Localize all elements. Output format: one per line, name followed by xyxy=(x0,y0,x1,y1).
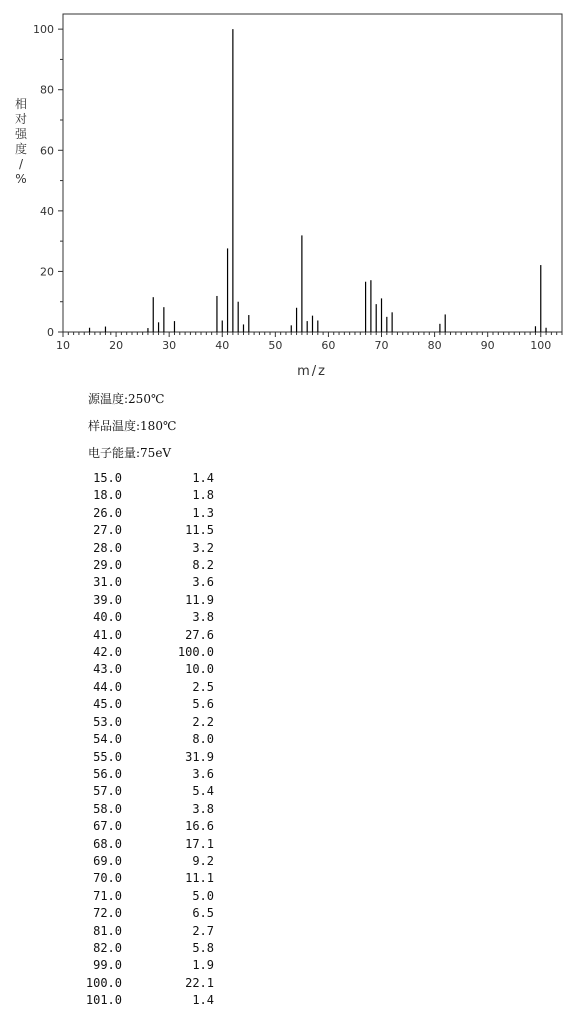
table-row xyxy=(60,557,214,574)
mz-cell: 26.0 xyxy=(93,505,122,520)
table-row xyxy=(60,661,214,678)
table-row xyxy=(60,783,214,800)
intensity-cell: 3.6 xyxy=(192,766,214,781)
table-row xyxy=(60,592,214,609)
mz-cell: 99.0 xyxy=(93,958,122,973)
table-row xyxy=(60,522,214,539)
mz-cell: 43.0 xyxy=(93,662,122,677)
x-tick-label: 90 xyxy=(480,339,495,352)
mz-cell: 53.0 xyxy=(93,714,122,729)
mz-cell: 44.0 xyxy=(93,679,122,694)
intensity-cell: 5.0 xyxy=(192,888,214,903)
table-row xyxy=(60,836,214,853)
y-tick-label: 40 xyxy=(40,204,54,218)
intensity-cell: 11.1 xyxy=(185,871,214,886)
mz-cell: 54.0 xyxy=(93,732,122,747)
mz-cell: 31.0 xyxy=(93,575,122,590)
mz-cell: 69.0 xyxy=(93,853,122,868)
x-tick-label: 70 xyxy=(374,339,389,352)
mz-cell: 40.0 xyxy=(93,610,122,625)
mz-cell: 27.0 xyxy=(93,523,122,538)
mz-cell: 18.0 xyxy=(93,488,122,503)
mz-cell: 100.0 xyxy=(85,975,122,990)
intensity-cell: 5.6 xyxy=(192,697,214,712)
intensity-cell: 17.1 xyxy=(185,836,214,851)
table-row xyxy=(60,731,214,748)
intensity-cell: 100.0 xyxy=(177,645,214,660)
mz-cell: 41.0 xyxy=(93,627,122,642)
table-row xyxy=(60,609,214,626)
intensity-cell: 16.6 xyxy=(185,819,214,834)
mz-cell: 42.0 xyxy=(93,645,122,660)
intensity-cell: 3.8 xyxy=(192,801,214,816)
mz-cell: 28.0 xyxy=(93,540,122,555)
mz-cell: 57.0 xyxy=(93,784,122,799)
mz-cell: 56.0 xyxy=(93,766,122,781)
intensity-cell: 3.2 xyxy=(192,540,214,555)
x-axis-label: m/z xyxy=(297,364,327,379)
intensity-cell: 2.5 xyxy=(192,679,214,694)
table-row xyxy=(60,574,214,591)
table-row xyxy=(60,975,214,992)
y-axis-label: 相对强度/ % xyxy=(14,97,28,186)
intensity-cell: 3.8 xyxy=(192,610,214,625)
table-row xyxy=(60,957,214,974)
intensity-cell: 1.4 xyxy=(192,471,214,485)
plot-frame xyxy=(63,14,562,332)
mz-cell: 72.0 xyxy=(93,906,122,921)
table-row xyxy=(60,627,214,644)
y-tick-label: 20 xyxy=(40,265,54,279)
table-row xyxy=(60,818,214,835)
table-row xyxy=(60,470,214,487)
mz-cell: 15.0 xyxy=(93,471,122,485)
table-row xyxy=(60,940,214,957)
mz-cell: 101.0 xyxy=(85,993,122,1008)
intensity-cell: 6.5 xyxy=(192,906,214,921)
table-row xyxy=(60,905,214,922)
mz-cell: 81.0 xyxy=(93,923,122,938)
table-row xyxy=(60,923,214,940)
table-row xyxy=(60,853,214,870)
x-tick-label: 10 xyxy=(56,339,70,352)
intensity-cell: 8.0 xyxy=(192,732,214,747)
intensity-cell: 1.3 xyxy=(192,505,214,520)
intensity-cell: 9.2 xyxy=(192,853,214,868)
intensity-cell: 1.8 xyxy=(192,488,214,503)
table-row xyxy=(60,714,214,731)
intensity-cell: 3.6 xyxy=(192,575,214,590)
table-row xyxy=(60,696,214,713)
intensity-cell: 22.1 xyxy=(185,975,214,990)
x-tick-label: 60 xyxy=(321,339,336,352)
table-row xyxy=(60,679,214,696)
mz-cell: 29.0 xyxy=(93,558,122,573)
intensity-cell: 5.8 xyxy=(192,940,214,955)
y-tick-label: 100 xyxy=(33,23,54,37)
x-tick-label: 30 xyxy=(162,339,177,352)
mass-spectrum-chart xyxy=(0,0,570,385)
intensity-cell: 1.9 xyxy=(192,958,214,973)
intensity-cell: 11.9 xyxy=(185,592,214,607)
x-axis-ticks xyxy=(56,332,562,352)
x-tick-label: 50 xyxy=(268,339,283,352)
mz-cell: 39.0 xyxy=(93,592,122,607)
intensity-cell: 2.7 xyxy=(192,923,214,938)
mz-cell: 58.0 xyxy=(93,801,122,816)
y-tick-label: 0 xyxy=(47,326,54,339)
electron-energy: 电子能量:75eV xyxy=(88,446,172,460)
sample-temperature: 样品温度:180℃ xyxy=(88,419,177,433)
intensity-cell: 5.4 xyxy=(192,784,214,799)
mz-cell: 68.0 xyxy=(93,836,122,851)
table-row xyxy=(60,540,214,557)
peak-bars xyxy=(90,29,547,332)
table-row xyxy=(60,487,214,504)
mz-cell: 71.0 xyxy=(93,888,122,903)
mz-cell: 70.0 xyxy=(93,871,122,886)
source-temperature: 源温度:250℃ xyxy=(88,392,165,406)
x-tick-label: 40 xyxy=(215,339,230,352)
intensity-cell: 8.2 xyxy=(192,558,214,573)
table-row xyxy=(60,749,214,766)
table-row xyxy=(60,766,214,783)
x-tick-label: 20 xyxy=(109,339,124,352)
table-row xyxy=(60,505,214,522)
mz-cell: 67.0 xyxy=(93,819,122,834)
intensity-cell: 11.5 xyxy=(185,523,214,538)
peak-table xyxy=(60,470,214,1010)
table-row xyxy=(60,870,214,887)
mz-cell: 45.0 xyxy=(93,697,122,712)
mz-cell: 55.0 xyxy=(93,749,122,764)
intensity-cell: 31.9 xyxy=(185,749,214,764)
intensity-cell: 27.6 xyxy=(185,627,214,642)
y-tick-label: 80 xyxy=(40,83,54,97)
intensity-cell: 2.2 xyxy=(192,714,214,729)
y-axis-ticks xyxy=(33,23,63,339)
mz-cell: 82.0 xyxy=(93,940,122,955)
intensity-cell: 1.4 xyxy=(192,993,214,1008)
table-row xyxy=(60,801,214,818)
x-tick-label: 80 xyxy=(427,339,442,352)
table-row xyxy=(60,888,214,905)
intensity-cell: 10.0 xyxy=(185,662,214,677)
table-row xyxy=(60,644,214,661)
x-tick-label: 100 xyxy=(530,339,552,352)
y-tick-label: 60 xyxy=(40,144,54,158)
